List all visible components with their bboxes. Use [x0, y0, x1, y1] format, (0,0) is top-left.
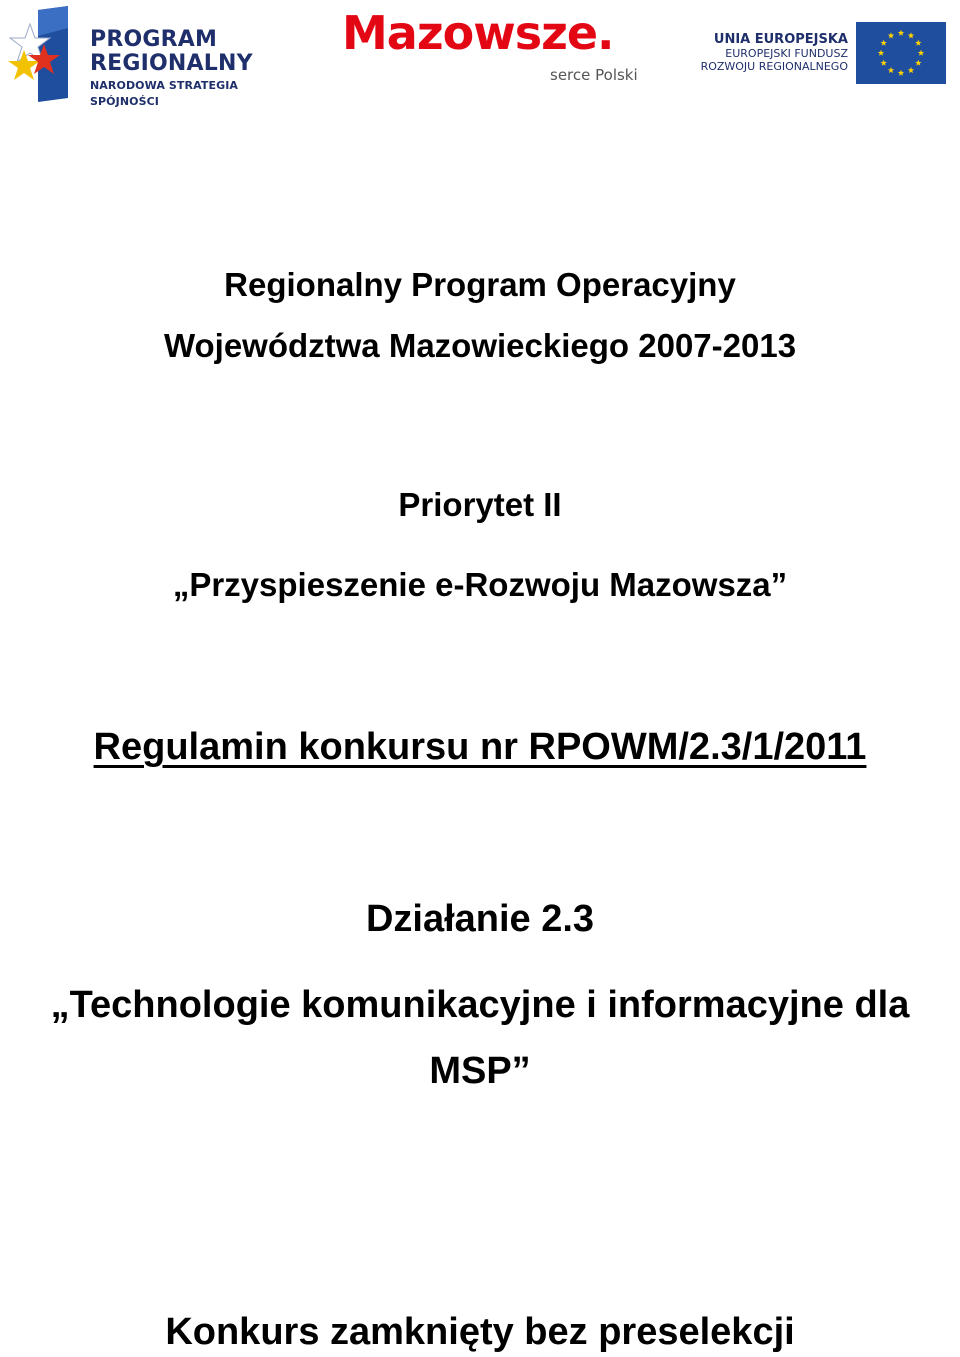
competition-mode: Konkurs zamknięty bez preselekcji: [165, 1311, 795, 1353]
action-label: Działanie 2.3: [365, 898, 595, 940]
program-title-line2: Województwa Mazowieckiego 2007-2013: [163, 327, 797, 364]
header-logo-bar: [0, 0, 960, 108]
program-regionalny-logo: [8, 6, 308, 108]
program-title-line1: Regionalny Program Operacyjny: [224, 266, 736, 303]
regionalny-line: REGIONALNY: [90, 51, 253, 76]
regulation-title: Regulamin konkursu nr RPOWM/2.3/1/2011: [93, 726, 867, 768]
action-name-line1: „Technologie komunikacyjne i informacyjne dla: [50, 984, 910, 1026]
program-regionalny-mark-icon: [8, 6, 72, 102]
eu-development-line: ROZWOJU REGIONALNEGO: [700, 60, 848, 73]
mazowsze-subtitle: serce Polski: [550, 66, 638, 84]
strategy-line: NARODOWA STRATEGIA SPÓJNOŚCI: [90, 79, 239, 108]
eu-text: [688, 32, 848, 73]
eu-flag-icon: [856, 22, 946, 84]
eu-union-line: UNIA EUROPEJSKA: [713, 32, 848, 47]
mazowsze-wordmark: Mazowsze.: [342, 6, 614, 60]
regulation-title-wrapper: [0, 726, 960, 769]
mazowsze-logo: [340, 6, 650, 94]
priority-name: „Przyspieszenie e-Rozwoju Mazowsza”: [172, 566, 788, 603]
eu-logo: [688, 22, 950, 86]
program-line: PROGRAM: [90, 27, 218, 52]
action-name-line2: MSP”: [429, 1050, 531, 1092]
eu-fund-line: EUROPEJSKI FUNDUSZ: [725, 47, 848, 60]
program-regionalny-text: [90, 28, 308, 110]
priority-label: Priorytet II: [398, 486, 562, 523]
